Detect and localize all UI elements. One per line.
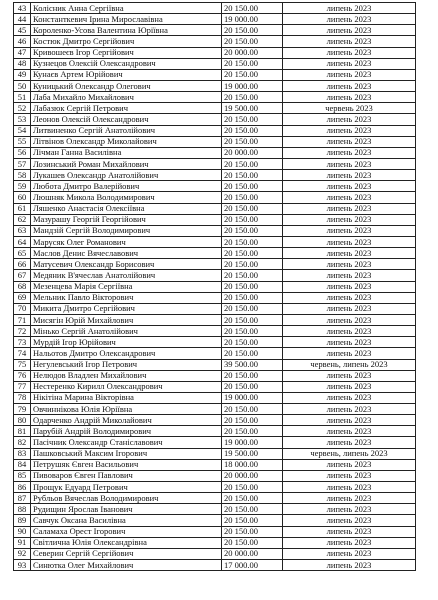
full-name-cell: Негулевський Ігор Петрович [31,359,222,370]
table-row [14,448,416,459]
period-cell: липень 2023 [283,437,416,448]
row-number-cell: 78 [14,392,31,403]
row-number-cell: 53 [14,114,31,125]
full-name-cell: Мезенцева Марія Сергіївна [31,281,222,292]
period-cell: липень 2023 [283,14,416,25]
amount-cell: 20 150.00 [222,259,283,270]
amount-cell: 20 150.00 [222,214,283,225]
table-row [14,493,416,504]
amount-cell: 20 150.00 [222,203,283,214]
table-row [14,136,416,147]
row-number-cell: 43 [14,3,31,14]
period-cell: червень 2023 [283,103,416,114]
full-name-cell: Кузнецов Олексій Олександрович [31,58,222,69]
full-name-cell: Петрушяк Євген Васильович [31,459,222,470]
table-row [14,359,416,370]
period-cell: липень 2023 [283,125,416,136]
table-row [14,348,416,359]
row-number-cell: 91 [14,537,31,548]
amount-cell: 20 150.00 [222,125,283,136]
full-name-cell: Лозинський Роман Михайлович [31,158,222,169]
table-row [14,281,416,292]
period-cell: липень 2023 [283,493,416,504]
period-cell: липень 2023 [283,47,416,58]
period-cell: липень 2023 [283,303,416,314]
amount-cell: 19 000.00 [222,14,283,25]
period-cell: липень 2023 [283,248,416,259]
full-name-cell: Одарченко Андрій Миколайович [31,415,222,426]
amount-cell: 20 150.00 [222,537,283,548]
period-cell: липень 2023 [283,36,416,47]
amount-cell: 20 000.00 [222,47,283,58]
period-cell: липень 2023 [283,3,416,14]
full-name-cell: Колісник Анна Сергіївна [31,3,222,14]
row-number-cell: 70 [14,303,31,314]
amount-cell: 20 150.00 [222,426,283,437]
table-row [14,392,416,403]
row-number-cell: 79 [14,404,31,415]
payment-table [13,2,416,571]
period-cell: липень 2023 [283,203,416,214]
table-row [14,504,416,515]
table-row [14,181,416,192]
period-cell: липень 2023 [283,136,416,147]
period-cell: липень 2023 [283,214,416,225]
amount-cell: 17 000.00 [222,560,283,571]
row-number-cell: 52 [14,103,31,114]
full-name-cell: Рубльов Вячеслав Володимирович [31,493,222,504]
period-cell: липень 2023 [283,348,416,359]
full-name-cell: Мисягін Юрій Михайлович [31,314,222,325]
full-name-cell: Короленко-Усова Валентина Юріївна [31,25,222,36]
row-number-cell: 82 [14,437,31,448]
row-number-cell: 64 [14,236,31,247]
row-number-cell: 63 [14,225,31,236]
period-cell: липень 2023 [283,415,416,426]
table-row [14,459,416,470]
period-cell: липень 2023 [283,392,416,403]
row-number-cell: 59 [14,181,31,192]
amount-cell: 20 150.00 [222,526,283,537]
period-cell: липень 2023 [283,404,416,415]
full-name-cell: Люшняк Микола Володимирович [31,192,222,203]
period-cell: липень 2023 [283,236,416,247]
table-row [14,80,416,91]
amount-cell: 20 150.00 [222,326,283,337]
amount-cell: 20 150.00 [222,482,283,493]
amount-cell: 20 150.00 [222,236,283,247]
table-row [14,526,416,537]
amount-cell: 20 150.00 [222,225,283,236]
table-row [14,147,416,158]
period-cell: липень 2023 [283,181,416,192]
amount-cell: 20 000.00 [222,147,283,158]
full-name-cell: Кунаєв Артем Юрійович [31,69,222,80]
amount-cell: 20 150.00 [222,58,283,69]
amount-cell: 20 150.00 [222,192,283,203]
period-cell: липень 2023 [283,80,416,91]
full-name-cell: Лукашев Олександр Анатолійович [31,170,222,181]
full-name-cell: Саламаха Орест Ігорович [31,526,222,537]
period-cell: липень 2023 [283,281,416,292]
row-number-cell: 55 [14,136,31,147]
full-name-cell: Синютка Олег Михайлович [31,560,222,571]
period-cell: липень 2023 [283,470,416,481]
period-cell: липень 2023 [283,459,416,470]
row-number-cell: 46 [14,36,31,47]
table-row [14,548,416,559]
table-row [14,515,416,526]
row-number-cell: 61 [14,203,31,214]
amount-cell: 20 150.00 [222,314,283,325]
full-name-cell: Савчук Оксана Василівна [31,515,222,526]
period-cell: липень 2023 [283,482,416,493]
table-row [14,170,416,181]
row-number-cell: 47 [14,47,31,58]
row-number-cell: 44 [14,14,31,25]
amount-cell: 20 150.00 [222,69,283,80]
table-row [14,214,416,225]
row-number-cell: 56 [14,147,31,158]
amount-cell: 18 000.00 [222,459,283,470]
table-row [14,14,416,25]
table-row [14,437,416,448]
amount-cell: 20 150.00 [222,303,283,314]
table-row [14,203,416,214]
amount-cell: 20 150.00 [222,292,283,303]
row-number-cell: 73 [14,337,31,348]
table-row [14,58,416,69]
row-number-cell: 92 [14,548,31,559]
period-cell: червень, липень 2023 [283,359,416,370]
period-cell: липень 2023 [283,259,416,270]
full-name-cell: Пивоваров Євген Павлович [31,470,222,481]
table-row [14,47,416,58]
amount-cell: 20 150.00 [222,370,283,381]
amount-cell: 20 150.00 [222,170,283,181]
amount-cell: 20 150.00 [222,281,283,292]
row-number-cell: 54 [14,125,31,136]
full-name-cell: Нестеренко Кирилл Олександрович [31,381,222,392]
period-cell: липень 2023 [283,337,416,348]
payment-table-body [14,3,416,571]
row-number-cell: 71 [14,314,31,325]
full-name-cell: Костюк Дмитро Сергійович [31,36,222,47]
table-row [14,415,416,426]
period-cell: липень 2023 [283,69,416,80]
table-row [14,103,416,114]
table-row [14,158,416,169]
period-cell: липень 2023 [283,170,416,181]
table-row [14,314,416,325]
period-cell: липень 2023 [283,114,416,125]
table-row [14,470,416,481]
table-row [14,326,416,337]
amount-cell: 19 500.00 [222,448,283,459]
row-number-cell: 76 [14,370,31,381]
row-number-cell: 45 [14,25,31,36]
table-row [14,270,416,281]
full-name-cell: Нікітіна Марина Вікторівна [31,392,222,403]
amount-cell: 20 000.00 [222,470,283,481]
full-name-cell: Мінько Сергій Анатолійович [31,326,222,337]
table-row [14,236,416,247]
period-cell: липень 2023 [283,370,416,381]
full-name-cell: Марусяк Олег Романович [31,236,222,247]
amount-cell: 20 150.00 [222,3,283,14]
amount-cell: 20 150.00 [222,337,283,348]
period-cell: липень 2023 [283,92,416,103]
row-number-cell: 86 [14,482,31,493]
full-name-cell: Мельник Павло Вікторович [31,292,222,303]
row-number-cell: 93 [14,560,31,571]
full-name-cell: Ляшенко Анастасія Олексіївна [31,203,222,214]
full-name-cell: Літвінов Олександр Миколайович [31,136,222,147]
amount-cell: 20 150.00 [222,92,283,103]
table-row [14,69,416,80]
amount-cell: 20 150.00 [222,348,283,359]
full-name-cell: Любота Дмитро Валерійович [31,181,222,192]
period-cell: липень 2023 [283,225,416,236]
period-cell: липень 2023 [283,504,416,515]
full-name-cell: Прощук Едуард Петрович [31,482,222,493]
table-row [14,337,416,348]
period-cell: липень 2023 [283,158,416,169]
full-name-cell: Леонов Олексій Олександрович [31,114,222,125]
period-cell: червень, липень 2023 [283,448,416,459]
table-row [14,25,416,36]
table-row [14,36,416,47]
full-name-cell: Лабазюк Сергій Петрович [31,103,222,114]
amount-cell: 20 150.00 [222,136,283,147]
row-number-cell: 87 [14,493,31,504]
row-number-cell: 83 [14,448,31,459]
table-row [14,482,416,493]
table-row [14,370,416,381]
amount-cell: 20 150.00 [222,381,283,392]
full-name-cell: Куницький Олександр Олегович [31,80,222,91]
period-cell: липень 2023 [283,515,416,526]
row-number-cell: 88 [14,504,31,515]
amount-cell: 19 000.00 [222,80,283,91]
full-name-cell: Медяник В'ячеслав Анатолійович [31,270,222,281]
period-cell: липень 2023 [283,25,416,36]
full-name-cell: Литвиненко Сергій Анатолійович [31,125,222,136]
row-number-cell: 68 [14,281,31,292]
row-number-cell: 77 [14,381,31,392]
row-number-cell: 69 [14,292,31,303]
row-number-cell: 72 [14,326,31,337]
table-row [14,114,416,125]
full-name-cell: Нелюдов Владлен Михайлович [31,370,222,381]
amount-cell: 20 150.00 [222,270,283,281]
amount-cell: 19 500.00 [222,103,283,114]
amount-cell: 20 150.00 [222,404,283,415]
period-cell: липень 2023 [283,326,416,337]
full-name-cell: Мандзій Сергій Володимирович [31,225,222,236]
period-cell: липень 2023 [283,426,416,437]
full-name-cell: Микита Дмитро Сергійович [31,303,222,314]
full-name-cell: Маслов Денис Вячеславович [31,248,222,259]
full-name-cell: Пашковський Максим Ігорович [31,448,222,459]
full-name-cell: Матусевич Олександр Борисович [31,259,222,270]
amount-cell: 20 150.00 [222,504,283,515]
full-name-cell: Мазурашу Георгій Георгійович [31,214,222,225]
period-cell: липень 2023 [283,314,416,325]
row-number-cell: 51 [14,92,31,103]
period-cell: липень 2023 [283,537,416,548]
amount-cell: 20 150.00 [222,248,283,259]
row-number-cell: 84 [14,459,31,470]
row-number-cell: 50 [14,80,31,91]
table-row [14,560,416,571]
table-row [14,259,416,270]
row-number-cell: 65 [14,248,31,259]
table-row [14,3,416,14]
amount-cell: 20 150.00 [222,181,283,192]
period-cell: липень 2023 [283,381,416,392]
period-cell: липень 2023 [283,192,416,203]
full-name-cell: Нальотов Дмитро Олександрович [31,348,222,359]
amount-cell: 20 150.00 [222,415,283,426]
full-name-cell: Северин Сергій Сергійович [31,548,222,559]
period-cell: липень 2023 [283,147,416,158]
row-number-cell: 81 [14,426,31,437]
table-row [14,125,416,136]
amount-cell: 20 150.00 [222,25,283,36]
table-row [14,404,416,415]
amount-cell: 19 000.00 [222,437,283,448]
row-number-cell: 85 [14,470,31,481]
table-row [14,248,416,259]
full-name-cell: Рудищин Ярослав Іванович [31,504,222,515]
row-number-cell: 89 [14,515,31,526]
table-row [14,303,416,314]
table-row [14,292,416,303]
table-row [14,192,416,203]
row-number-cell: 74 [14,348,31,359]
full-name-cell: Кривошеєв Ігор Сергійович [31,47,222,58]
row-number-cell: 49 [14,69,31,80]
period-cell: липень 2023 [283,526,416,537]
row-number-cell: 66 [14,259,31,270]
amount-cell: 19 000.00 [222,392,283,403]
row-number-cell: 60 [14,192,31,203]
row-number-cell: 80 [14,415,31,426]
row-number-cell: 75 [14,359,31,370]
table-row [14,381,416,392]
row-number-cell: 48 [14,58,31,69]
full-name-cell: Овчиннікова Юлія Юріївна [31,404,222,415]
table-row [14,426,416,437]
row-number-cell: 58 [14,170,31,181]
full-name-cell: Лаба Михайло Михайлович [31,92,222,103]
period-cell: липень 2023 [283,548,416,559]
amount-cell: 20 150.00 [222,515,283,526]
row-number-cell: 62 [14,214,31,225]
period-cell: липень 2023 [283,292,416,303]
full-name-cell: Світлична Юлія Олександрівна [31,537,222,548]
period-cell: липень 2023 [283,270,416,281]
amount-cell: 20 150.00 [222,493,283,504]
table-row [14,225,416,236]
amount-cell: 20 000.00 [222,548,283,559]
table-row [14,537,416,548]
full-name-cell: Мурдій Ігор Юрійович [31,337,222,348]
amount-cell: 39 500.00 [222,359,283,370]
row-number-cell: 67 [14,270,31,281]
full-name-cell: Лічман Ганна Василівна [31,147,222,158]
amount-cell: 20 150.00 [222,114,283,125]
amount-cell: 20 150.00 [222,158,283,169]
period-cell: липень 2023 [283,58,416,69]
full-name-cell: Пасічник Олександр Станіславович [31,437,222,448]
full-name-cell: Парубій Андрій Володимирович [31,426,222,437]
row-number-cell: 57 [14,158,31,169]
amount-cell: 20 150.00 [222,36,283,47]
period-cell: липень 2023 [283,560,416,571]
full-name-cell: Константкевич Ірина Мирославівна [31,14,222,25]
row-number-cell: 90 [14,526,31,537]
table-row [14,92,416,103]
